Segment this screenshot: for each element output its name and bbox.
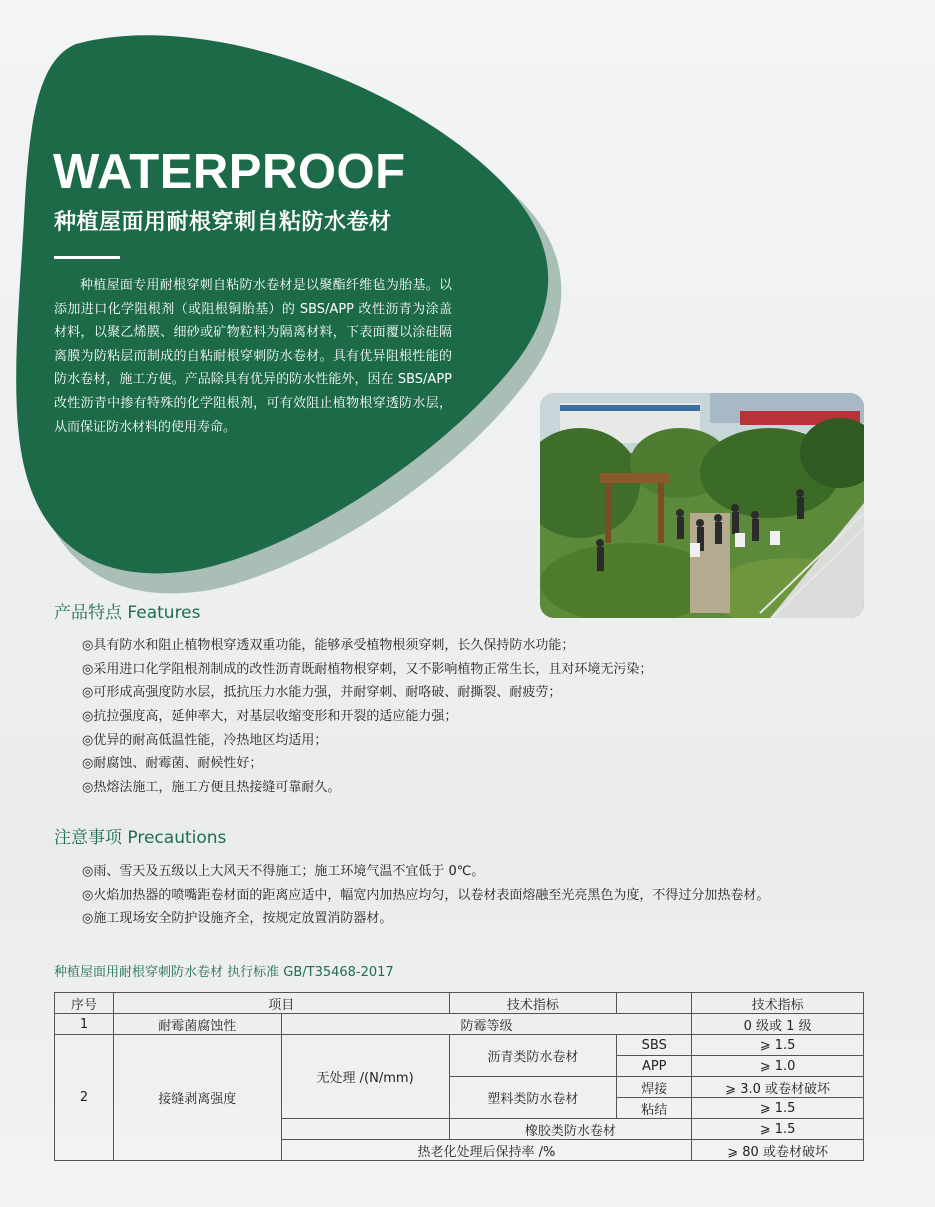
table-cell: SBS bbox=[617, 1035, 692, 1056]
hero-divider bbox=[54, 256, 120, 259]
table-cell: ⩾ 1.5 bbox=[692, 1119, 864, 1140]
header-no: 序号 bbox=[55, 993, 114, 1014]
list-item: ◎热熔法施工，施工方便且热接缝可靠耐久。 bbox=[82, 780, 341, 796]
table-cell: 沥青类防水卷材 bbox=[449, 1035, 617, 1077]
list-item: ◎抗拉强度高，延伸率大，对基层收缩变形和开裂的适应能力强； bbox=[82, 709, 458, 725]
header-index: 技术指标 bbox=[692, 993, 864, 1014]
table-cell: 接缝剥离强度 bbox=[113, 1035, 281, 1161]
table-cell: APP bbox=[617, 1056, 692, 1077]
list-item: ◎耐腐蚀、耐霉菌、耐候性好； bbox=[82, 756, 263, 772]
precautions-title: 注意事项 Precautions bbox=[54, 828, 227, 848]
precautions-list bbox=[82, 860, 769, 931]
list-item: ◎具有防水和阻止植物根穿透双重功能，能够承受植物根须穿刺，长久保持防水功能； bbox=[82, 638, 575, 653]
table-cell bbox=[281, 1119, 449, 1140]
table-cell: ⩾ 3.0 或卷材破坏 bbox=[692, 1077, 864, 1098]
list-item: ◎可形成高强度防水层，抵抗压力水能力强，并耐穿刺、耐咯破、耐撕裂、耐疲劳； bbox=[82, 685, 562, 701]
table-cell: 粘结 bbox=[617, 1098, 692, 1119]
list-item: ◎火焰加热器的喷嘴距卷材面的距离应适中，幅宽内加热应均匀，以卷材表面熔融至光亮黑色为度，不得过分加热卷材。 bbox=[82, 887, 770, 903]
table-cell: 热老化处理后保持率 /% bbox=[281, 1140, 692, 1161]
hero-title: WATERPROOF bbox=[53, 145, 406, 199]
table-cell: 1 bbox=[55, 1014, 114, 1035]
table-cell: 2 bbox=[55, 1035, 114, 1161]
list-item: ◎雨、雪天及五级以上大风天不得施工；施工环境气温不宜低于 0℃。 bbox=[82, 864, 485, 879]
list-item: ◎优异的耐高低温性能，冷热地区均适用； bbox=[82, 732, 328, 748]
features-title: 产品特点 Features bbox=[54, 603, 201, 623]
table-cell: ⩾ 80 或卷材破坏 bbox=[692, 1140, 864, 1161]
table-cell: 焊接 bbox=[617, 1077, 692, 1098]
table-cell: ⩾ 1.5 bbox=[692, 1098, 864, 1119]
header-blank bbox=[617, 993, 692, 1014]
table-row bbox=[55, 1014, 864, 1035]
table-cell: 防霉等级 bbox=[281, 1014, 692, 1035]
standard-title: 种植屋面用耐根穿刺防水卷材 执行标准 GB/T35468-2017 bbox=[54, 965, 394, 980]
list-item: ◎采用进口化学阻根剂制成的改性沥青既耐植物根穿刺，又不影响植物正常生长，且对环境无污染； bbox=[82, 661, 653, 677]
rooftop-garden-photo bbox=[540, 393, 864, 618]
table-cell: 无处理 /(N/mm) bbox=[281, 1035, 449, 1119]
table-cell: 橡胶类防水卷材 bbox=[449, 1119, 692, 1140]
header-item: 项目 bbox=[113, 993, 449, 1014]
header-index: 技术指标 bbox=[449, 993, 617, 1014]
table-header-row bbox=[55, 993, 864, 1014]
table-cell: 塑料类防水卷材 bbox=[449, 1077, 617, 1119]
spec-table bbox=[54, 992, 864, 1161]
table-cell: ⩾ 1.5 bbox=[692, 1035, 864, 1056]
features-list bbox=[82, 634, 652, 800]
table-cell: 耐霉菌腐蚀性 bbox=[113, 1014, 281, 1035]
table-row bbox=[55, 1035, 864, 1056]
hero-description: 种植屋面专用耐根穿刺自粘防水卷材是以聚酯纤维毡为胎基。以添加进口化学阻根剂（或阻根铜胎基）的 SBS/APP 改性沥青为涂盖材料，以聚乙烯膜、细砂或矿物粒料为隔离材料，下表面覆以涂硅隔离膜为防粘层而制成的自粘耐根穿刺防水卷材。具有优异阻根性能的防水卷材，施工方便。产品除具有优异的防水性能外，因在 SBS/APP 改性沥青中掺有特殊的化学阻根剂，可有效阻止植物根穿透防水层，从而保证防水材料的使用寿命。 bbox=[54, 278, 452, 435]
hero-subtitle: 种植屋面用耐根穿刺自粘防水卷材 bbox=[54, 210, 392, 235]
table-cell: 0 级或 1 级 bbox=[692, 1014, 864, 1035]
table-cell: ⩾ 1.0 bbox=[692, 1056, 864, 1077]
list-item: ◎施工现场安全防护设施齐全，按规定放置消防器材。 bbox=[82, 911, 393, 927]
